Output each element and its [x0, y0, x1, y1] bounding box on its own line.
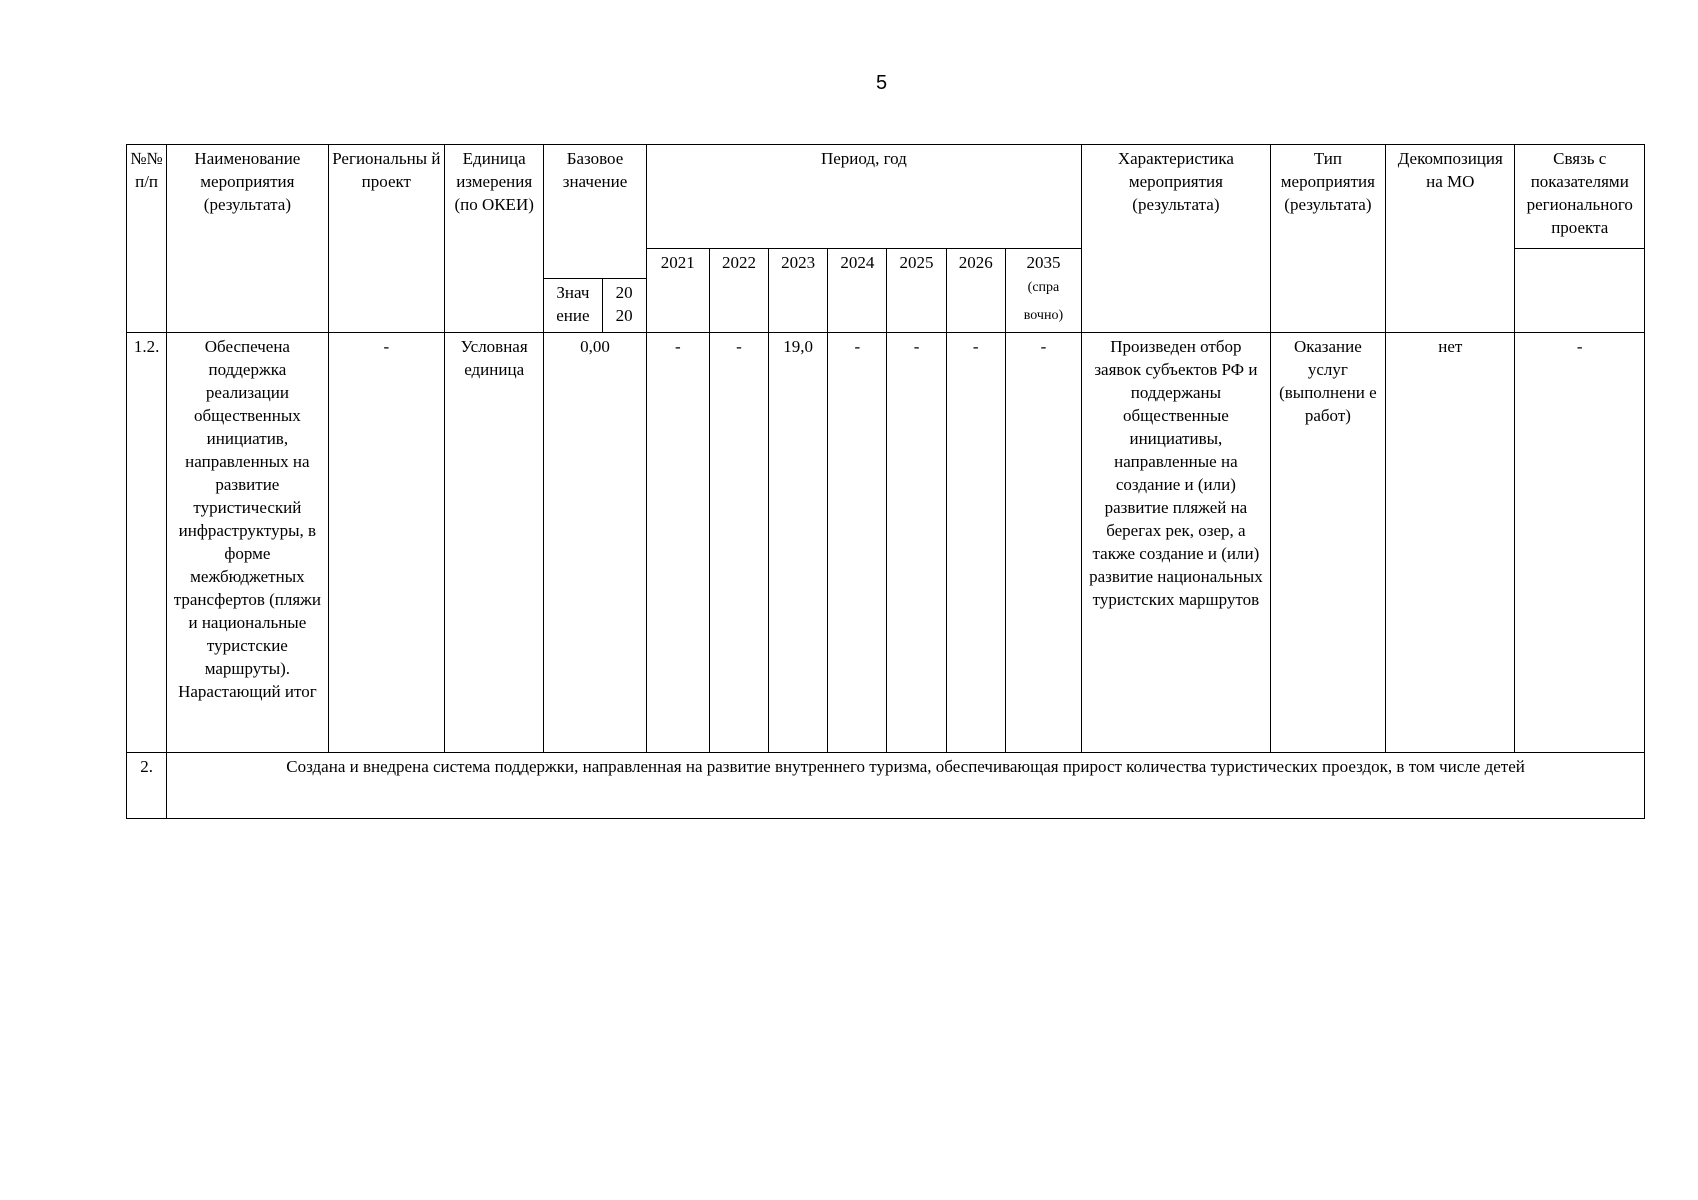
header-num: №№ п/п — [127, 145, 167, 333]
header-unit: Единица измерения (по ОКЕИ) — [445, 145, 544, 333]
header-year-2025: 2025 — [887, 249, 946, 333]
header-characteristic: Характеристика мероприятия (результата) — [1082, 145, 1271, 333]
row-type: Оказание услуг (выполнени е работ) — [1270, 333, 1385, 753]
header-base-value-sub: Знач ение — [544, 279, 602, 333]
row-value-2021: - — [646, 333, 709, 753]
table-row — [127, 333, 1645, 753]
header-year-2024: 2024 — [828, 249, 887, 333]
row-value-2026: - — [946, 333, 1005, 753]
section-text: Создана и внедрена система поддержки, направленная на развитие внутреннего туризма, обеспечивающая прирост количества туристических проездок, в том числе детей — [167, 753, 1645, 819]
header-year-2026: 2026 — [946, 249, 1005, 333]
section-row — [127, 753, 1645, 819]
header-regional-project: Региональны й проект — [328, 145, 444, 333]
row-value-2025: - — [887, 333, 946, 753]
header-base-year: 20 20 — [602, 279, 646, 333]
header-link: Связь с показателями регионального проекта — [1515, 145, 1645, 249]
header-year-2021: 2021 — [646, 249, 709, 333]
row-name: Обеспечена поддержка реализации общественных инициатив, направленных на развитие туристический инфраструктуры, в форме межбюджетных трансфертов (пляжи и национальные туристские маршруты). Нарастающий итог — [167, 333, 329, 753]
row-value-2035: - — [1005, 333, 1081, 753]
header-type: Тип мероприятия (результата) — [1270, 145, 1385, 333]
header-link-blank — [1515, 249, 1645, 333]
row-value-2024: - — [828, 333, 887, 753]
header-name: Наименование мероприятия (результата) — [167, 145, 329, 333]
header-year-2022: 2022 — [709, 249, 768, 333]
row-value-2022: - — [709, 333, 768, 753]
row-num: 1.2. — [127, 333, 167, 753]
page-number: 5 — [875, 72, 888, 94]
row-base-value: 0,00 — [544, 333, 646, 753]
header-year-note: (спра вочно) — [1023, 280, 1064, 323]
header-period: Период, год — [646, 145, 1081, 249]
header-decomposition: Декомпозиция на МО — [1386, 145, 1515, 333]
row-link: - — [1515, 333, 1645, 753]
section-num: 2. — [127, 753, 167, 819]
row-regional-project: - — [328, 333, 444, 753]
header-year-2035-label: 2035 — [1026, 253, 1061, 272]
row-characteristic: Произведен отбор заявок субъектов РФ и поддержаны общественные инициативы, направленные на создание и (или) развитие пляжей на берегах рек, озер, а также создание и (или) развитие национальных туристских маршрутов — [1082, 333, 1271, 753]
row-unit: Условная единица — [445, 333, 544, 753]
row-value-2023: 19,0 — [769, 333, 828, 753]
header-year-2035 — [1005, 249, 1081, 333]
header-base-value: Базовое значение — [544, 145, 646, 279]
measures-table — [126, 144, 1645, 819]
header-year-2023: 2023 — [769, 249, 828, 333]
row-decomposition: нет — [1386, 333, 1515, 753]
